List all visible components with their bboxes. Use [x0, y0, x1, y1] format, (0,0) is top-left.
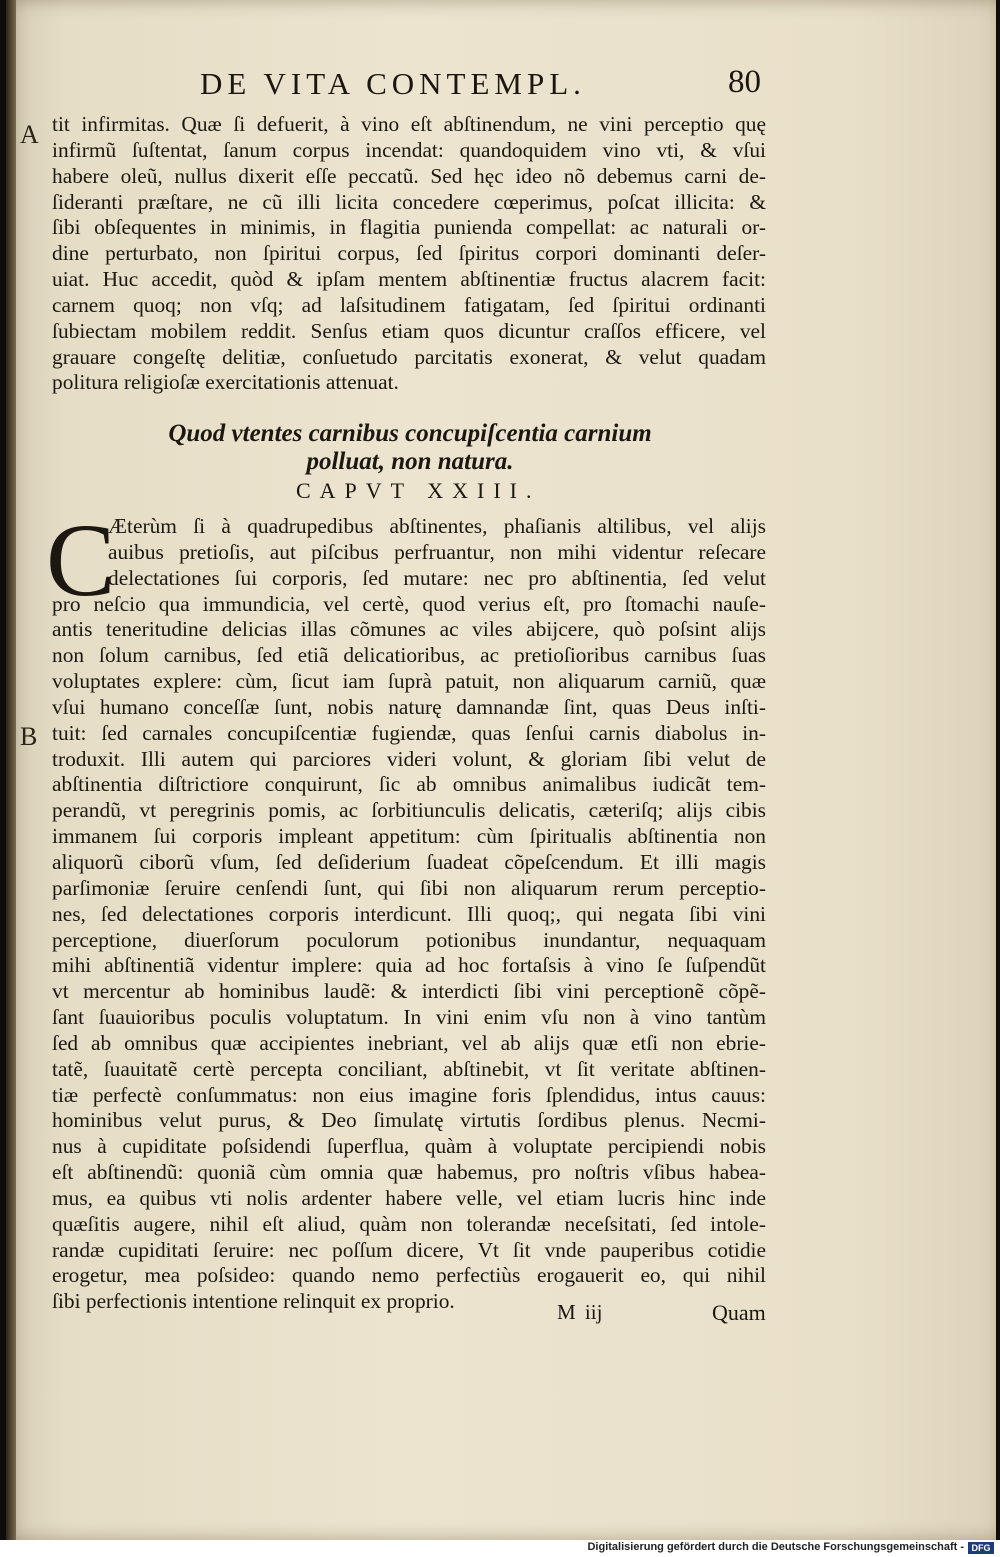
- text-line: tiæ perfectè conſummatus: non eius imagine foris ſplendidus, intus cauus:: [52, 1082, 766, 1107]
- margin-letter-b: B: [20, 722, 38, 751]
- footer-credit: Digitalisierung gefördert durch die Deutsche Forschungsgemeinschaft -: [587, 1541, 964, 1553]
- top-paragraph: [52, 112, 766, 396]
- text-line: tatẽ, ſuauitatẽ certè percepta conciliant, abſtinebit, vt ſit veritate abſtinen-: [52, 1056, 766, 1081]
- text-line: ſibi perfectionis intentione relinquit ex proprio.: [52, 1289, 455, 1314]
- page-number: 80: [728, 64, 761, 100]
- running-title: DE VITA CONTEMPL.: [200, 66, 586, 101]
- main-paragraph: [52, 514, 766, 1315]
- text-line: habere oleũ, nullus dixerit eſſe peccatũ. Sed hęc ideo nõ debemus carni de-: [52, 163, 766, 188]
- text-line: ſubiectam mobilem reddit. Senſus etiam quos dicuntur craſſos efficere, vel: [52, 318, 766, 343]
- text-line: nes, ſed delectationes corporis interdicunt. Illi quoq;, qui negata ſibi vini: [52, 901, 766, 926]
- text-line: vt mercentur ab hominibus laudẽ: & interdicti ſibi vini perceptionẽ cõpẽ-: [52, 979, 766, 1004]
- text-line: immanem ſui corporis impleant appetitum: cùm ſpiritualis abſtinentia non: [52, 824, 766, 849]
- footer-bar: [0, 1540, 1000, 1557]
- text-line: grauare congeſtę delitiæ, conſuetudo parcitatis exonerat, & velut quadam: [52, 344, 766, 369]
- text-line: carnem quoq; non vſq; ad laſsitudinem fatigatam, ſed ſpiritui ordinanti: [52, 292, 766, 317]
- text-line: parſimoniæ ſeruire cenſendi ſunt, qui ſibi non aliquarum rerum perceptio-: [52, 875, 766, 900]
- text-line: vſui humano conceſſæ ſunt, nobis naturę damnandæ ſint, quas Deus inſti-: [52, 694, 766, 719]
- text-line: ſibi obſequentes in minimis, in flagitia punienda compellat: ac naturali or-: [52, 215, 766, 240]
- text-line: delectationes ſui corporis, ſed mutare: nec pro abſtinentia, ſed velut: [108, 565, 766, 590]
- text-line: Æterùm ſi à quadrupedibus abſtinentes, phaſianis altilibus, vel alijs: [108, 514, 766, 538]
- text-line: tit infirmitas. Quæ ſi defuerit, à vino eſt abſtinendum, ne vini perceptio quę: [52, 112, 766, 136]
- text-line: antis teneritudine delicias illas cõmunes ac viles abijcere, quò poſsint alijs: [52, 617, 766, 642]
- book-spine: [6, 0, 16, 1540]
- text-line: eſt abſtinendũ: quoniã cùm omnia quæ habemus, pro noſtris vſibus habea-: [52, 1160, 766, 1185]
- text-line: mihi abſtinentiã videntur implere: quia ad hoc fortaſsis à vino ſe ſuſpendũt: [52, 953, 766, 978]
- catchword: Quam: [712, 1300, 766, 1325]
- text-line: hominibus velut purus, & Deo ſimulatę virtutis ſordibus plenus. Necmi-: [52, 1108, 766, 1133]
- text-line: politura religioſæ exercitationis attenuat.: [52, 370, 399, 395]
- text-line: perandũ, vt peregrinis pomis, ac ſorbitiunculis delicatis, cæteriſq; alijs cibis: [52, 798, 766, 823]
- text-line: erogetur, mea poſsideo: quando nemo perfectiùs erogauerit eo, qui nihil: [52, 1263, 766, 1288]
- chapter-number: CAPVT XXIII.: [296, 478, 541, 503]
- margin-letter-a: A: [20, 120, 39, 149]
- text-line: infirmũ ſuſtentat, ſanum corpus incendat: quandoquidem vino vti, & vſui: [52, 137, 766, 162]
- text-line: dine perturbato, non ſpiritui corpus, ſed ſpiritus corpori dominanti deſer-: [52, 241, 766, 266]
- text-line: pro neſcio qua immundicia, vel certè, quod verius eſt, pro ſtomachi nauſe-: [52, 591, 766, 616]
- text-line: auibus pretioſis, aut piſcibus perfruantur, non mihi videntur reſecare: [108, 539, 766, 564]
- chapter-title-line-2: polluat, non natura.: [306, 448, 514, 475]
- chapter-title-line-1: Quod vtentes carnibus concupiſcentia carnium: [168, 420, 652, 447]
- signature-mark: M iij: [557, 1300, 603, 1324]
- chapter-title: [140, 420, 680, 476]
- text-line: nus à cupiditate poſsidendi ſuperflua, quàm à voluptate percipiendi nobis: [52, 1134, 766, 1159]
- text-line: quæſitis augere, nihil eſt aliud, quàm non tolerandæ neceſsitati, ſed intole-: [52, 1211, 766, 1236]
- text-line: voluptates explere: cùm, ſicut iam ſuprà patuit, non aliquarum carniũ, quæ: [52, 669, 766, 694]
- text-line: non ſolum carnibus, ſed etiã delicatioribus, ac pretioſioribus carnibus ſuas: [52, 643, 766, 668]
- dfg-logo-icon: DFG: [968, 1542, 994, 1554]
- text-line: ſant ſuauioribus poculis voluptatum. In vini enim vſu non à vino tantùm: [52, 1005, 766, 1030]
- text-line: uiat. Huc accedit, quòd & ipſam mentem abſtinentiæ fructus alacrem facit:: [52, 267, 766, 292]
- text-line: troduxit. Illi autem qui parciores videri volunt, & gloriam ſibi velut de: [52, 746, 766, 771]
- text-line: ſed ab omnibus quæ accipientes inebriant, vel ab alijs quæ etſi non ebrie-: [52, 1030, 766, 1055]
- text-line: aliquorũ ciborũ vſum, ſed deſiderium ſuadeat cõpeſcendum. Et illi magis: [52, 849, 766, 874]
- text-line: randæ cupiditati ſeruire: nec poſſum dicere, Vt ſit vnde pauperibus cotidie: [52, 1237, 766, 1262]
- text-line: abſtinentia diſtrictiore conquirunt, ſic ab omnibus animalibus iudicãt tem-: [52, 772, 766, 797]
- text-line: ſideranti præſtare, ne cũ illi licita concedere cœperimus, poſcat illicita: &: [52, 189, 766, 214]
- text-line: perceptione, diuerſorum poculorum potionibus inundantur, nequaquam: [52, 927, 766, 952]
- text-line: tuit: ſed carnales concupiſcentiæ fugiendæ, quas ſenſui carnis diabolus in-: [52, 720, 766, 745]
- text-line: mus, ea quibus vti nolis ardenter habere velle, vel etiam lucris hinc inde: [52, 1185, 766, 1210]
- drop-cap: C: [46, 503, 116, 618]
